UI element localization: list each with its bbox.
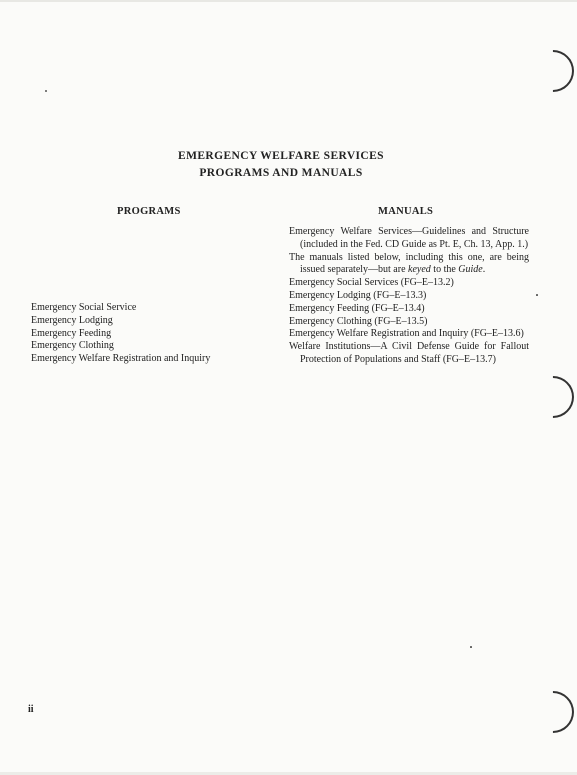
binder-ring-icon xyxy=(523,682,577,741)
manual-item: Emergency Feeding (FG–E–13.4) xyxy=(289,302,425,314)
manual-item: Emergency Lodging (FG–E–13.3) xyxy=(289,289,427,301)
manuals-note-keyed: keyed xyxy=(408,264,431,276)
manual-item: Emergency Clothing (FG–E–13.5) xyxy=(289,315,428,327)
manuals-note-text: The manuals listed below, including this one, are being issued separately—but are xyxy=(289,251,529,276)
manuals-list xyxy=(289,226,529,367)
page-title: EMERGENCY WELFARE SERVICES xyxy=(178,150,384,162)
manuals-note-text: . xyxy=(482,264,486,276)
binder-ring-icon xyxy=(523,367,577,426)
manuals-note xyxy=(289,252,529,278)
binder-ring-icon xyxy=(523,41,577,100)
ink-speck xyxy=(536,294,538,296)
manual-item: Emergency Social Services (FG–E–13.2) xyxy=(289,277,454,289)
manuals-note-guide: Guide xyxy=(458,264,483,276)
manual-item: Welfare Institutions—A Civil Defense Guide for Fallout Protection of Populations and Staff (FG–E–13.7) xyxy=(289,341,529,365)
manuals-heading: MANUALS xyxy=(378,206,434,217)
page-number: ii xyxy=(28,704,34,715)
programs-list xyxy=(31,302,276,366)
program-item: Emergency Social Service xyxy=(31,302,137,313)
program-item: Emergency Welfare Registration and Inquiry xyxy=(31,353,211,365)
program-item: Emergency Feeding xyxy=(31,327,112,339)
manual-guidelines-entry: Emergency Welfare Services—Guidelines and Structure (included in the Fed. CD Guide as Pt. E, Ch. 13, App. 1.) xyxy=(289,226,529,250)
page-top-edge xyxy=(0,0,577,2)
programs-heading: PROGRAMS xyxy=(117,206,181,217)
program-item: Emergency Clothing xyxy=(31,340,114,352)
program-item: Emergency Lodging xyxy=(31,314,113,326)
ink-speck xyxy=(470,646,472,648)
manuals-note-text: to the xyxy=(430,264,459,276)
page-subtitle: PROGRAMS AND MANUALS xyxy=(199,167,363,179)
manual-item: Emergency Welfare Registration and Inquiry (FG–E–13.6) xyxy=(289,328,524,340)
ink-speck xyxy=(45,90,47,92)
